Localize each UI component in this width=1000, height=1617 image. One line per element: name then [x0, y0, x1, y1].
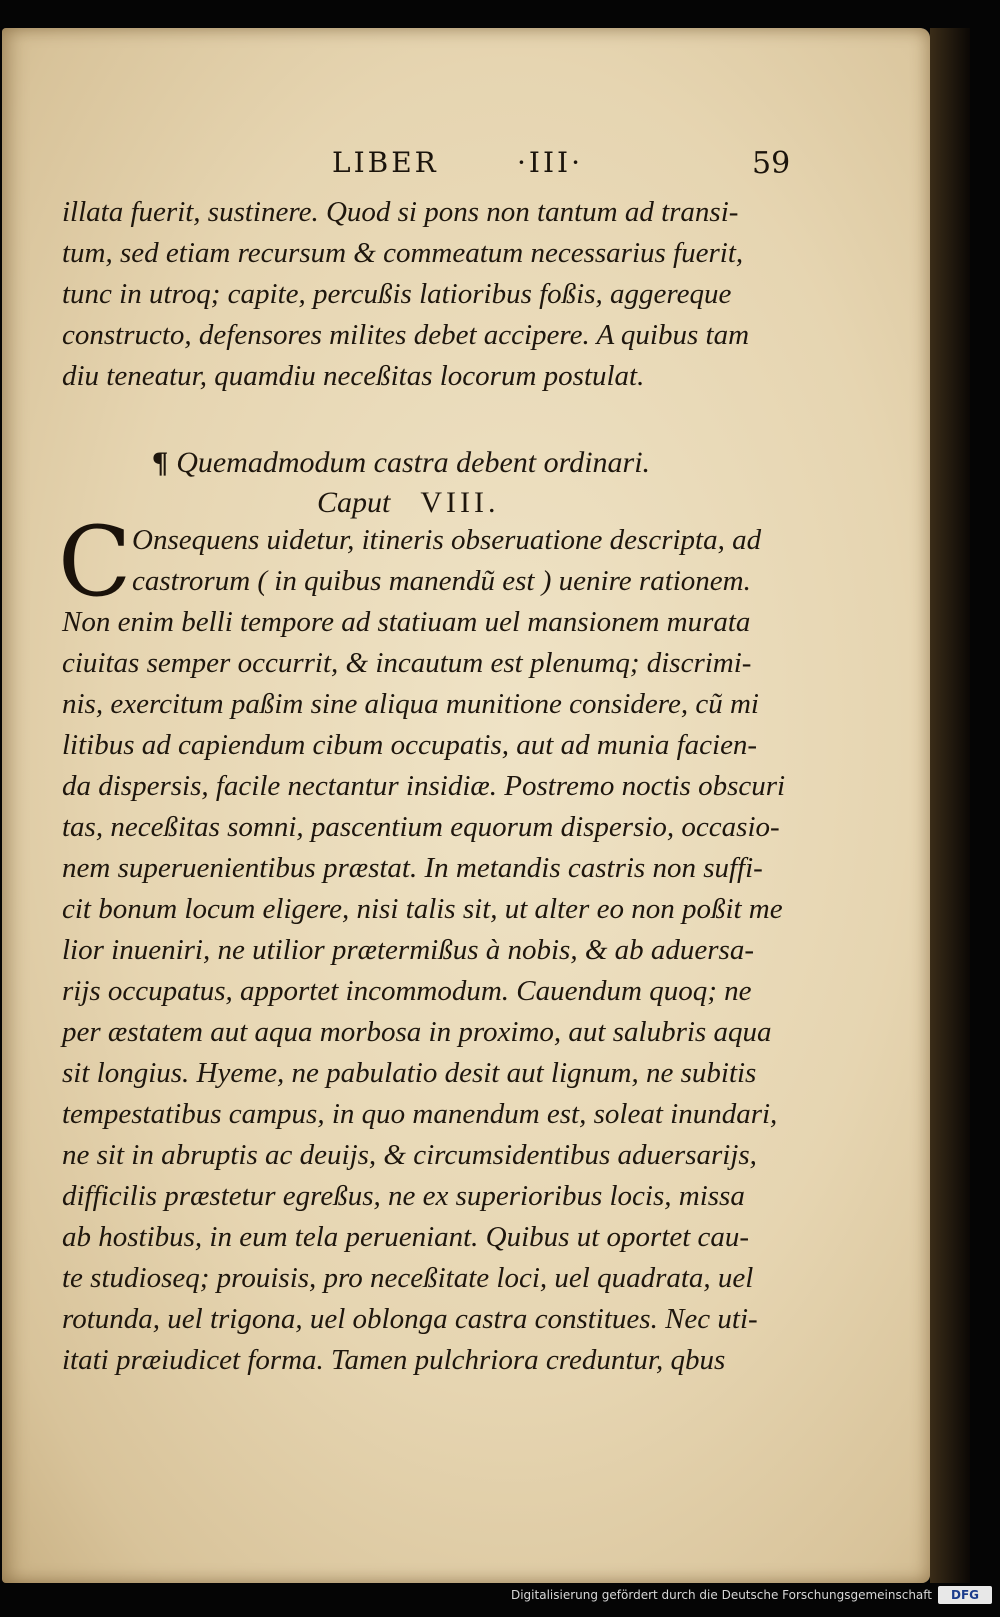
text-line: sit longius. Hyeme, ne pabulatio desit aut lignum, ne subitis	[62, 1057, 757, 1089]
text-line: per æstatem aut aqua morbosa in proximo, aut salubris aqua	[62, 1016, 772, 1048]
text-line: da dispersis, facile nectantur insidiæ. Postremo noctis obscuri	[62, 770, 786, 802]
dfg-logo: DFG	[938, 1586, 992, 1604]
caput-word: Caput	[317, 486, 391, 519]
text-line: itati præiudicet forma. Tamen pulchriora creduntur, qbus	[62, 1344, 726, 1376]
text-line: tum, sed etiam recursum & commeatum necessarius fuerit,	[62, 237, 744, 269]
text-line: nis, exercitum paßim sine aliqua munitione considere, cũ mi	[62, 688, 759, 720]
text-line: te studioseq; prouisis, pro neceßitate loci, uel quadrata, uel	[62, 1262, 754, 1294]
text-line: nem superuenientibus præstat. In metandis castris non suffi-	[62, 852, 763, 884]
text-line: tunc in utroq; capite, percußis latioribus foßis, aggereque	[62, 278, 732, 310]
book-page	[2, 28, 930, 1583]
text-line: rijs occupatus, apportet incommodum. Cauendum quoq; ne	[62, 975, 752, 1007]
running-head	[2, 146, 930, 182]
pilcrow-icon: ¶	[152, 446, 169, 479]
drop-cap: C	[58, 506, 132, 618]
folio-number: 59	[752, 146, 791, 181]
chapter-title	[152, 446, 752, 480]
text-line: ne sit in abruptis ac deuijs, & circumsidentibus aduersarijs,	[62, 1139, 757, 1171]
text-line: tempestatibus campus, in quo manendum est, soleat inundari,	[62, 1098, 778, 1130]
text-line: illata fuerit, sustinere. Quod si pons non tantum ad transi-	[62, 196, 739, 228]
chapter-title-text: Quemadmodum castra debent ordinari.	[176, 446, 651, 479]
text-line: diu teneatur, quamdiu neceßitas locorum postulat.	[62, 360, 645, 392]
text-line: ciuitas semper occurrit, & incautum est plenumq; discrimi-	[62, 647, 752, 679]
text-line: constructo, defensores milites debet accipere. A quibus tam	[62, 319, 750, 351]
text-line: litibus ad capiendum cibum occupatis, aut ad munia facien-	[62, 729, 758, 761]
running-head-liber: LIBER	[332, 146, 439, 179]
text-line: rotunda, uel trigona, uel oblonga castra constitues. Nec uti-	[62, 1303, 758, 1335]
text-line: lior inueniri, ne utilior prætermißus à nobis, & ab aduersa-	[62, 934, 754, 966]
chapter-number	[317, 486, 500, 520]
text-line: tas, neceßitas somni, pascentium equorum dispersio, occasio-	[62, 811, 780, 843]
continuation-paragraph	[62, 192, 802, 397]
digitization-credit: Digitalisierung gefördert durch die Deutsche Forschungsgemeinschaft	[510, 1588, 932, 1602]
text-line: difficilis præstetur egreßus, ne ex superioribus locis, missa	[62, 1180, 745, 1212]
text-line: castrorum ( in quibus manendũ est ) uenire rationem.	[132, 565, 751, 597]
text-line: cit bonum locum eligere, nisi talis sit, ut alter eo non poßit me	[62, 893, 783, 925]
chapter-body	[62, 602, 802, 1381]
text-line: ab hostibus, in eum tela perueniant. Quibus ut oportet cau-	[62, 1221, 750, 1253]
text-line: Onsequens uidetur, itineris obseruatione descripta, ad	[132, 524, 762, 556]
page-edge-shadow	[930, 28, 970, 1583]
opening-lines	[132, 520, 761, 602]
caput-numeral: VIII.	[420, 486, 500, 519]
running-head-book-number: ·III·	[517, 146, 583, 179]
text-line: Non enim belli tempore ad statiuam uel mansionem murata	[62, 606, 751, 638]
